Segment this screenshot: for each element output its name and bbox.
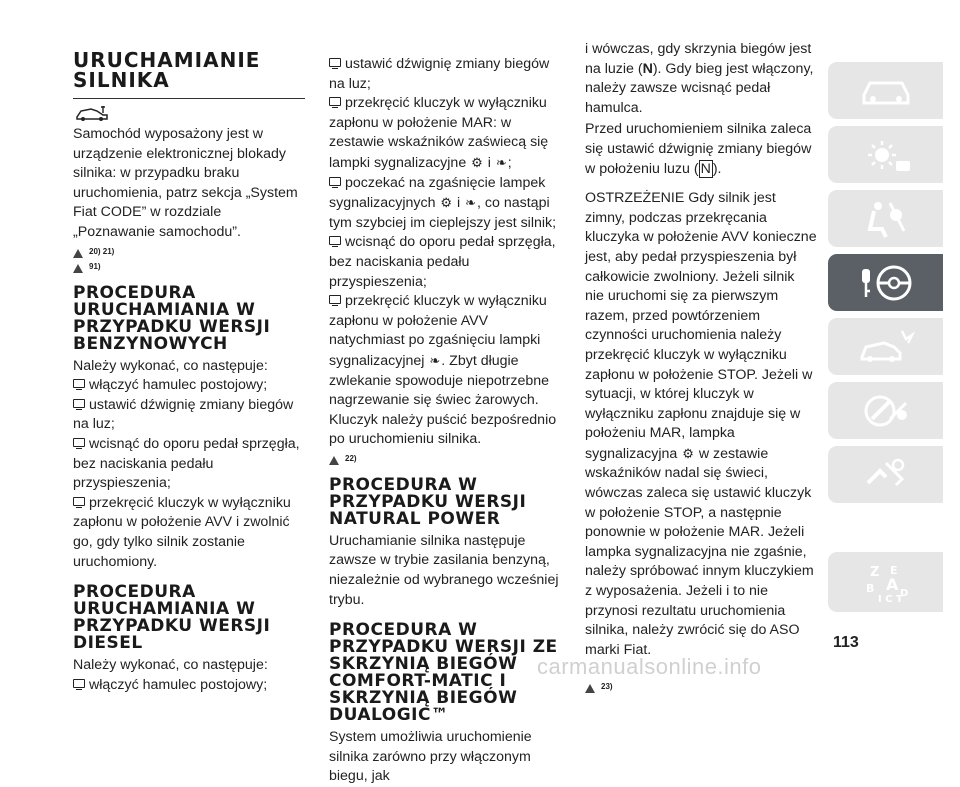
svg-text:D: D [899, 588, 908, 599]
reference-20-21: 20) 21) [73, 246, 305, 258]
dashboard-lights-icon [856, 133, 916, 177]
natural-power-text: Uruchamianie silnika następuje zawsze w trybie zasilania benzyną, niezależnie od wybranego wcześniej trybu. [329, 532, 559, 608]
column-1 [73, 50, 305, 695]
page-number: 113 [833, 634, 859, 651]
glow-plug-icon: ❧ [495, 154, 507, 170]
diesel-step-4: poczekać na zgaśnięcie lampek sygnalizacyjnych ⚙ i ❧, co nastąpi tym szybciej im cieplejszy jest silnik; [329, 174, 557, 231]
diesel-step-5: wcisnąć do oporu pedał sprzęgła, bez naciskania pedału przyspieszenia; [329, 234, 556, 290]
title-rule [73, 98, 305, 99]
svg-text:E: E [889, 564, 898, 577]
diesel-intro: Należy wykonać, co następuje: [73, 657, 268, 674]
svg-text:B: B [865, 582, 874, 595]
engine-warning-light-icon: ⚙ [440, 195, 453, 211]
petrol-intro: Należy wykonać, co następuje: [73, 357, 268, 374]
svg-text:A: A [885, 575, 898, 594]
petrol-step-3: wcisnąć do oporu pedał sprzęgła, bez naciskania pedału przyspieszenia; [73, 435, 300, 492]
step-bullet-icon [73, 379, 85, 388]
reference-22: 22) [329, 453, 561, 465]
step-bullet-icon [73, 679, 85, 688]
cold-engine-warning: OSTRZEŻENIE Gdy silnik jest zimny, podczas przekręcania kluczyka w położenie AVV konieczne jest, aby pedał przyspieszenia był całkowicie zwolniony. Jeżeli silnik nie uruchomi się za pierwszym razem, przed powtórzeniem czynności uruchomienia należy przekręcić kluczyk w wyłączniku zapłonu w położenie STOP. Jeżeli w sytuacji, w której kluczyk w wyłączniku zapłonu znajduje się w położeniu MAR, lampka sygnalizacyjna ⚙ w zestawie wskaźników nadal się świeci, wówczas zaleca się ustawić kluczyk w położenie STOP, a następnie ponownie w położenie MAR. Jeżeli lampka sygnalizacyjna nie zgaśnie, należy spróbować innym kluczykiem z wyposażenia. Jeżeli i to nie przynosi rezultatu uruchomienia silnika, należy zwrócić się do ASO marki Fiat. [585, 190, 817, 658]
tab-maintenance[interactable] [828, 382, 943, 439]
tab-technical-data[interactable] [828, 446, 943, 503]
diesel-step-6: przekręcić kluczyk w wyłączniku zapłonu w położenie AVV natychmiast po zgaśnięciu lampki sygnalizacyjnej ❧. Zbyt długie zwlekanie spowoduje niepotrzebne nagrzewanie się świec żarowych. Kluczyk należy puścić bezpośrednio po uruchomieniu silnika. [329, 293, 557, 448]
step-bullet-icon [329, 97, 341, 106]
section-title: URUCHAMIANIE SILNIKA [73, 48, 261, 92]
tab-safety[interactable] [828, 190, 943, 247]
step-bullet-icon [329, 236, 341, 245]
diesel-step-3: przekręcić kluczyk w wyłączniku zapłonu w położenie MAR: w zestawie wskaźników zaświecą się lampki sygnalizacyjne ⚙ i ❧; [329, 95, 549, 171]
tab-car[interactable] [828, 62, 943, 119]
glow-plug-icon: ❧ [465, 195, 477, 211]
svg-text:Z: Z [869, 565, 879, 580]
intro-paragraph: Samochód wyposażony jest w urządzenie elektronicznej blokady silnika: w przypadku braku uruchomienia, patrz sekcja „System Fiat CODE” w rozdziale „Poznawanie samochodu”. [73, 126, 298, 240]
step-bullet-icon [329, 58, 341, 67]
engine-immobilizer-icon [73, 103, 305, 125]
neutral-recommendation: Przed uruchomieniem silnika zaleca się ustawić dźwignię zmiany biegów w położeniu luzu ( N ). [585, 121, 812, 177]
steering-wheel-key-icon [856, 261, 916, 305]
airbag-icon [856, 197, 916, 241]
svg-text:I C T: I C T [877, 594, 903, 604]
tab-index[interactable] [828, 552, 943, 612]
engine-warning-light-icon: ⚙ [471, 154, 483, 170]
warning-icon [329, 456, 339, 465]
gearbox-continuation: i wówczas, gdy skrzynia biegów jest na luzie (N). Gdy bieg jest włączony, należy zawsze wcisnąć pedał hamulca. [585, 41, 814, 116]
glow-plug-icon: ❧ [429, 352, 441, 368]
diesel-step-2: ustawić dźwignię zmiany biegów na luz; [329, 56, 550, 92]
heading-diesel: PROCEDURA URUCHAMIANIA W PRZYPADKU WERSJI DIESEL [73, 582, 271, 654]
watermark[interactable]: carmanualsonline.info [537, 654, 762, 679]
step-bullet-icon [329, 177, 341, 186]
service-tools-icon [856, 453, 916, 497]
engine-warning-light-icon: ⚙ [682, 445, 694, 461]
column-2 [329, 55, 561, 787]
petrol-step-2: ustawić dźwignię zmiany biegów na luz; [73, 396, 294, 433]
petrol-step-4: przekręcić kluczyk w wyłączniku zapłonu w położenie AVV i zwolnić go, gdy tylko silnik zostanie uruchomiony. [73, 494, 291, 570]
step-bullet-icon [329, 295, 341, 304]
heading-natural-power: PROCEDURA W PRZYPADKU WERSJI NATURAL POWER [329, 474, 527, 529]
column-3 [585, 40, 817, 693]
warning-icon [73, 264, 83, 273]
warning-icon [585, 684, 595, 693]
car-icon [856, 69, 916, 113]
heading-gearbox: PROCEDURA W PRZYPADKU WERSJI ZE SKRZYNIĄ BIEGÓW COMFORT-MATIC I SKRZYNIĄ BIEGÓW DUALOGIC™ [329, 620, 558, 726]
tab-starting-driving[interactable] [828, 254, 943, 311]
reference-91: 91) [73, 261, 305, 273]
step-bullet-icon [73, 399, 85, 408]
tab-dashboard-lights[interactable] [828, 126, 943, 183]
car-crash-icon [856, 325, 916, 369]
warning-icon [73, 249, 83, 258]
service-tools-icon [856, 389, 916, 433]
heading-petrol: PROCEDURA URUCHAMIANIA W PRZYPADKU WERSJI BENZYNOWYCH [73, 282, 271, 354]
tab-emergency[interactable] [828, 318, 943, 375]
index-letters-icon [856, 560, 916, 604]
step-bullet-icon [73, 497, 85, 506]
step-bullet-icon [73, 438, 85, 447]
petrol-step-1: włączyć hamulec postojowy; [73, 376, 305, 396]
reference-23: 23) [585, 681, 817, 693]
diesel-step-1: włączyć hamulec postojowy; [73, 676, 305, 696]
gearbox-text: System umożliwia uruchomienie silnika zarówno przy włączonym biegu, jak [329, 729, 532, 785]
